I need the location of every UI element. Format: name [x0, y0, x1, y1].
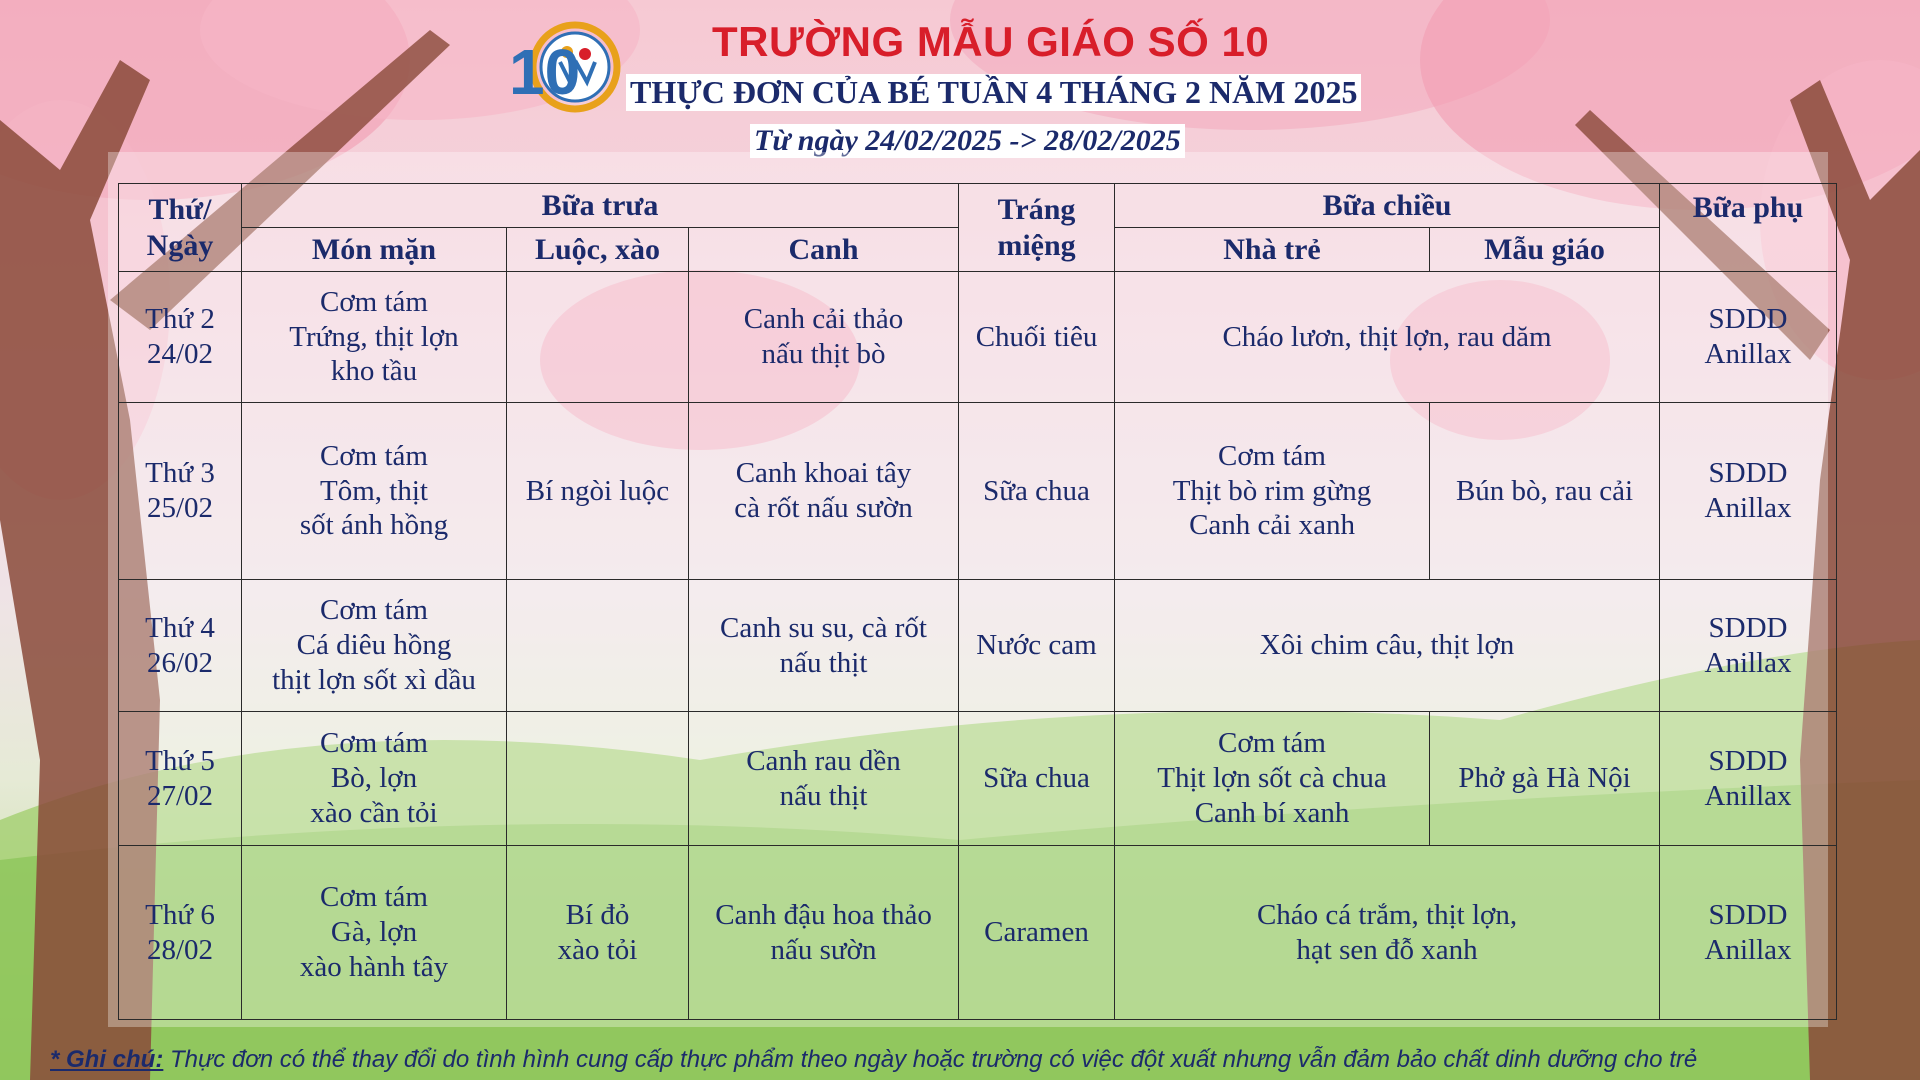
header-afternoon: Bữa chiều	[1115, 184, 1660, 228]
header-nursery: Nhà trẻ	[1115, 228, 1430, 272]
header-main-dish: Món mặn	[242, 228, 507, 272]
snack-cell: SDDD Anillax	[1660, 272, 1837, 403]
nursery-cell: Cơm tám Thịt lợn sốt cà chua Canh bí xanh	[1115, 712, 1430, 846]
date-range: Từ ngày 24/02/2025 -> 28/02/2025	[750, 124, 1185, 158]
snack-cell: SDDD Anillax	[1660, 403, 1837, 580]
soup-cell: Canh khoai tây cà rốt nấu sườn	[689, 403, 959, 580]
snack-cell: SDDD Anillax	[1660, 846, 1837, 1020]
table-row	[119, 580, 1837, 712]
main-dish-cell: Cơm tám Gà, lợn xào hành tây	[242, 846, 507, 1020]
boiled-stirfried-cell: Bí ngòi luộc	[507, 403, 689, 580]
note-text: Thực đơn có thể thay đổi do tình hình cung cấp thực phẩm theo ngày hoặc trường có việc đột xuất nhưng vẫn đảm bảo chất dinh dưỡng cho trẻ	[163, 1046, 1698, 1073]
nursery-cell: Cơm tám Thịt bò rim gừng Canh cải xanh	[1115, 403, 1430, 580]
header-lunch: Bữa trưa	[242, 184, 959, 228]
dessert-cell: Sữa chua	[959, 712, 1115, 846]
dessert-cell: Nước cam	[959, 580, 1115, 712]
boiled-stirfried-cell	[507, 580, 689, 712]
header-dessert: Tráng miệng	[959, 184, 1115, 272]
day-cell: Thứ 3 25/02	[119, 403, 242, 580]
menu-subtitle: THỰC ĐƠN CỦA BÉ TUẦN 4 THÁNG 2 NĂM 2025	[626, 74, 1361, 111]
note-label: * Ghi chú:	[50, 1046, 164, 1073]
soup-cell: Canh cải thảo nấu thịt bò	[689, 272, 959, 403]
soup-cell: Canh su su, cà rốt nấu thịt	[689, 580, 959, 712]
snack-cell: SDDD Anillax	[1660, 580, 1837, 712]
dessert-cell: Sữa chua	[959, 403, 1115, 580]
day-cell: Thứ 2 24/02	[119, 272, 242, 403]
school-logo	[505, 14, 623, 120]
boiled-stirfried-cell	[507, 712, 689, 846]
footer-note	[50, 1046, 1910, 1074]
afternoon-cell: Cháo lươn, thịt lợn, rau dăm	[1115, 272, 1660, 403]
table-row	[119, 712, 1837, 846]
main-dish-cell: Cơm tám Cá diêu hồng thịt lợn sốt xì dầu	[242, 580, 507, 712]
header-kindergarten: Mẫu giáo	[1430, 228, 1660, 272]
boiled-stirfried-cell	[507, 272, 689, 403]
table-row	[119, 846, 1837, 1020]
table-row	[119, 403, 1837, 580]
kindergarten-cell: Phở gà Hà Nội	[1430, 712, 1660, 846]
afternoon-cell: Xôi chim câu, thịt lợn	[1115, 580, 1660, 712]
day-cell: Thứ 6 28/02	[119, 846, 242, 1020]
snack-cell: SDDD Anillax	[1660, 712, 1837, 846]
header-snack: Bữa phụ	[1660, 184, 1837, 272]
header-boiled-stirfried: Luộc, xào	[507, 228, 689, 272]
table-row	[119, 272, 1837, 403]
day-cell: Thứ 5 27/02	[119, 712, 242, 846]
kindergarten-cell: Bún bò, rau cải	[1430, 403, 1660, 580]
header-day: Thứ/ Ngày	[119, 184, 242, 272]
weekly-menu-table	[118, 183, 1837, 1020]
main-dish-cell: Cơm tám Bò, lợn xào cần tỏi	[242, 712, 507, 846]
main-dish-cell: Cơm tám Tôm, thịt sốt ánh hồng	[242, 403, 507, 580]
main-dish-cell: Cơm tám Trứng, thịt lợn kho tầu	[242, 272, 507, 403]
dessert-cell: Chuối tiêu	[959, 272, 1115, 403]
logo-number: 10	[509, 36, 581, 108]
boiled-stirfried-cell: Bí đỏ xào tỏi	[507, 846, 689, 1020]
school-name: TRƯỜNG MẪU GIÁO SỐ 10	[712, 18, 1270, 65]
soup-cell: Canh rau dền nấu thịt	[689, 712, 959, 846]
dessert-cell: Caramen	[959, 846, 1115, 1020]
day-cell: Thứ 4 26/02	[119, 580, 242, 712]
afternoon-cell: Cháo cá trắm, thịt lợn, hạt sen đỗ xanh	[1115, 846, 1660, 1020]
header-soup: Canh	[689, 228, 959, 272]
soup-cell: Canh đậu hoa thảo nấu sườn	[689, 846, 959, 1020]
